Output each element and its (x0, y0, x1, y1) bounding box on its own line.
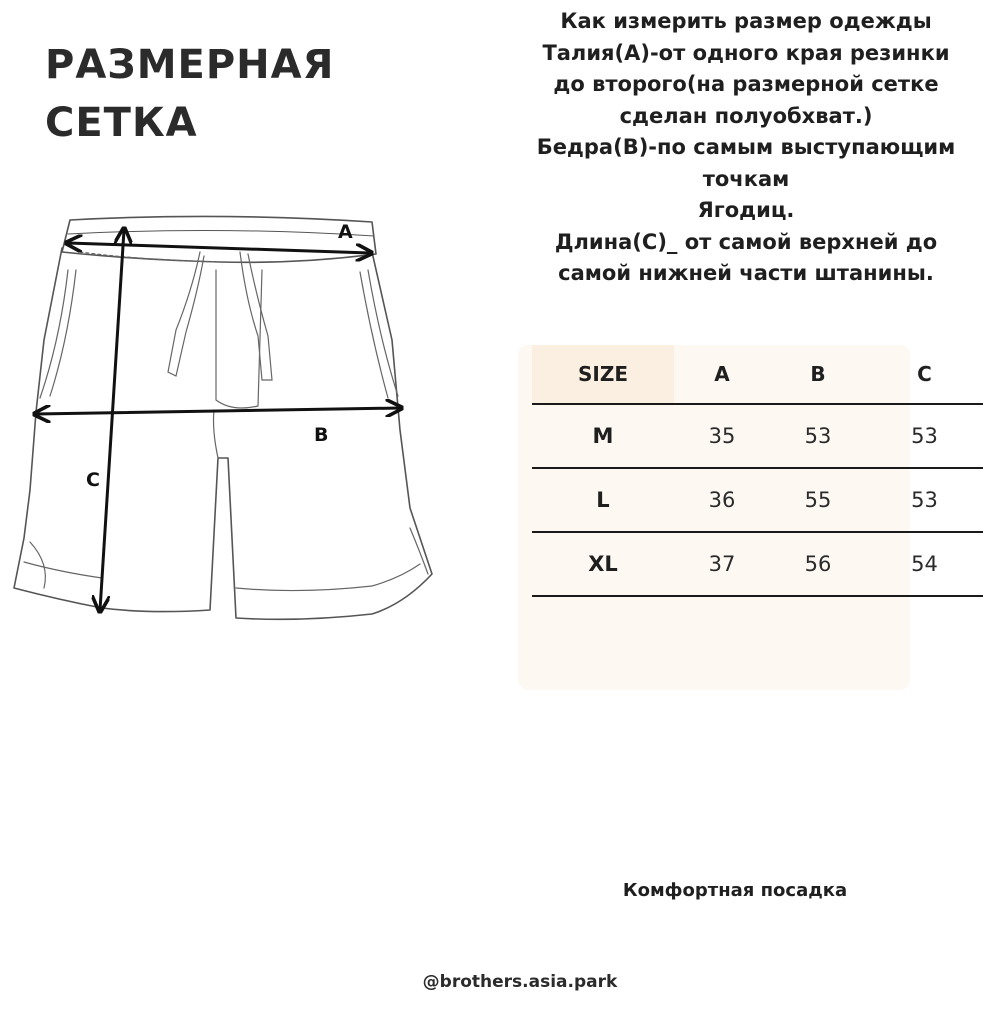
cell-b: 53 (770, 404, 866, 468)
instruction-line: точкам (702, 166, 790, 191)
cell-a: 37 (674, 532, 770, 596)
cell-size: L (532, 468, 674, 532)
title-line-2: СЕТКА (45, 100, 198, 146)
measurement-instructions (505, 6, 987, 290)
page-title (45, 36, 334, 152)
size-table (532, 345, 983, 597)
instruction-line: Ягодиц. (697, 198, 795, 222)
cell-b: 55 (770, 468, 866, 532)
cell-c: 54 (866, 532, 983, 596)
shorts-diagram (0, 190, 440, 630)
title-line-1: РАЗМЕРНАЯ (45, 42, 335, 88)
fit-note: Комфортная посадка (622, 880, 848, 901)
label-a: A (338, 221, 353, 243)
cell-a: 35 (674, 404, 770, 468)
instruction-line: Бедра(B)-по самым выступающим (536, 135, 956, 159)
label-c: C (86, 469, 100, 491)
instruction-line: самой нижней части штанины. (558, 261, 934, 285)
instruction-line: Длина(C)_ от самой верхней до (554, 229, 938, 254)
table-row (532, 532, 983, 596)
header-b: B (770, 345, 866, 404)
label-b: B (314, 424, 329, 446)
header-size: SIZE (532, 345, 674, 404)
table-row (532, 468, 983, 532)
cell-size: XL (532, 532, 674, 596)
table-header-row (532, 345, 983, 404)
header-a: A (674, 345, 770, 404)
instruction-line: Талия(A)-от одного края резинки (542, 40, 950, 65)
cell-a: 36 (674, 468, 770, 532)
header-c: C (866, 345, 983, 404)
cell-c: 53 (866, 404, 983, 468)
instruction-line: сделан полуобхват.) (619, 103, 873, 128)
social-handle: @brothers.asia.park (422, 972, 618, 992)
cell-b: 56 (770, 532, 866, 596)
instruction-line: до второго(на размерной сетке (553, 72, 939, 96)
cell-size: M (532, 404, 674, 468)
table-row (532, 404, 983, 468)
instruction-line: Как измерить размер одежды (560, 9, 932, 33)
cell-c: 53 (866, 468, 983, 532)
